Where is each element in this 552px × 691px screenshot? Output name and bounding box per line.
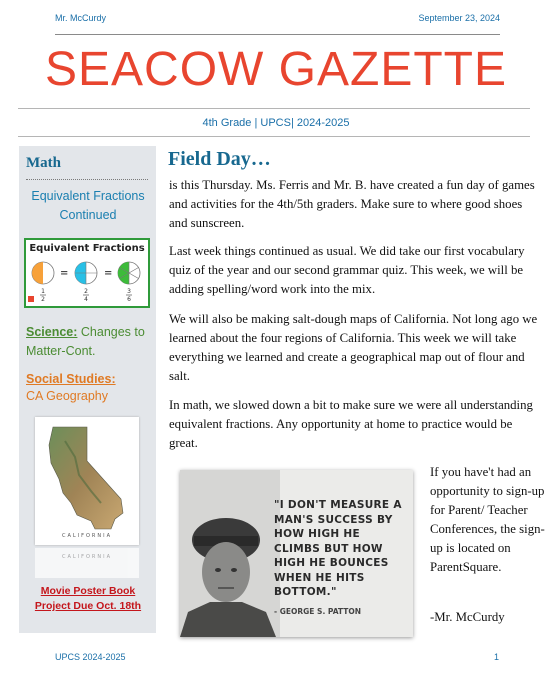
movie-line2: Project Due Oct. 18th [34, 600, 142, 612]
california-map-reflection [35, 548, 139, 578]
math-topic-line1: Equivalent Fractions [31, 189, 145, 203]
header-rule [55, 34, 500, 35]
quote-text: "I DON'T MEASURE A MAN'S SUCCESS BY HOW HIGH HE CLIMBS BUT HOW HIGH HE BOUNCES WHEN HE HITS BOTTOM." [274, 499, 402, 598]
footer-school-year: UPCS 2024-2025 [55, 652, 126, 662]
paragraph-field-day: is this Thursday. Ms. Ferris and Mr. B. have created a fun day of games and activities for the 4th/5th graders. Make sure to where good shoes and sunscreen. [169, 178, 535, 230]
equivalent-fractions-image [24, 238, 150, 308]
eq-image-title: Equivalent Fractions [29, 243, 145, 254]
map-caption-reflection: CALIFORNIA [61, 554, 113, 560]
fraction-sixths-circle-icon [118, 262, 140, 284]
frac1-den: 2 [41, 296, 45, 303]
sidebar-movie-poster-link[interactable] [20, 584, 156, 614]
frac2-den: 4 [84, 296, 88, 303]
social-label: Social Studies: [26, 372, 116, 386]
quote-attribution: - GEORGE S. PATTON [274, 607, 361, 616]
footer-page-number: 1 [494, 652, 500, 662]
frac2-num: 2 [84, 288, 88, 295]
fraction-half-circle-icon [32, 262, 54, 284]
author-name: Mr. McCurdy [55, 13, 107, 23]
subtitle-rule-bottom [18, 136, 530, 137]
sidebar-divider [26, 179, 148, 180]
patton-quote-image [180, 470, 413, 637]
eq-op-2: = [104, 268, 113, 279]
california-map-image [35, 417, 139, 545]
newsletter-subtitle: 4th Grade | UPCS| 2024-2025 [202, 117, 350, 129]
sidebar-math-topic [20, 187, 156, 225]
newsletter-title: SEACOW GAZETTE [44, 43, 508, 96]
signature: -Mr. McCurdy [430, 610, 505, 624]
field-day-heading: Field Day… [168, 148, 271, 170]
fraction-quarters-circle-icon [75, 262, 97, 284]
logo-mark-icon [28, 296, 34, 302]
science-label: Science: [26, 325, 78, 339]
social-text: CA Geography [26, 389, 108, 403]
math-topic-line2: Continued [59, 208, 117, 222]
movie-line1: Movie Poster Book [40, 585, 136, 597]
sidebar-science [26, 323, 154, 361]
conference-note: If you have't had an opportunity to sign-up for Parent/ Teacher Conferences, the sign-up is located on ParentSquare. [430, 465, 545, 574]
paragraph-last-week: Last week things continued as usual. We did take our first vocabulary quiz of the year and our second grammar quiz. This week, we will be adding spelling/word work into the mix. [169, 244, 525, 296]
fraction-circles [26, 240, 148, 306]
sidebar-math-heading: Math [26, 155, 61, 171]
sidebar-social-studies [26, 371, 154, 405]
subtitle-rule-top [18, 108, 530, 109]
frac3-den: 6 [127, 296, 131, 303]
paragraph-salt-dough: We will also be making salt-dough maps of California. Not long ago we learned about the four regions of California. This week we will take everything we learned and create a geographical map out of flour and salt. [169, 312, 538, 383]
frac1-num: 1 [41, 288, 45, 295]
issue-date: September 23, 2024 [418, 13, 500, 23]
paragraph-math: In math, we slowed down a bit to make sure we were all understanding equivalent fractions. Any opportunity at home to practice would be great. [169, 398, 533, 450]
science-text: Changes to Matter-Cont. [26, 325, 145, 358]
patton-portrait-image [180, 470, 280, 637]
eq-op-1: = [60, 268, 69, 279]
map-caption: CALIFORNIA [61, 533, 113, 539]
california-shape-icon [35, 417, 139, 545]
frac3-num: 3 [127, 288, 131, 295]
